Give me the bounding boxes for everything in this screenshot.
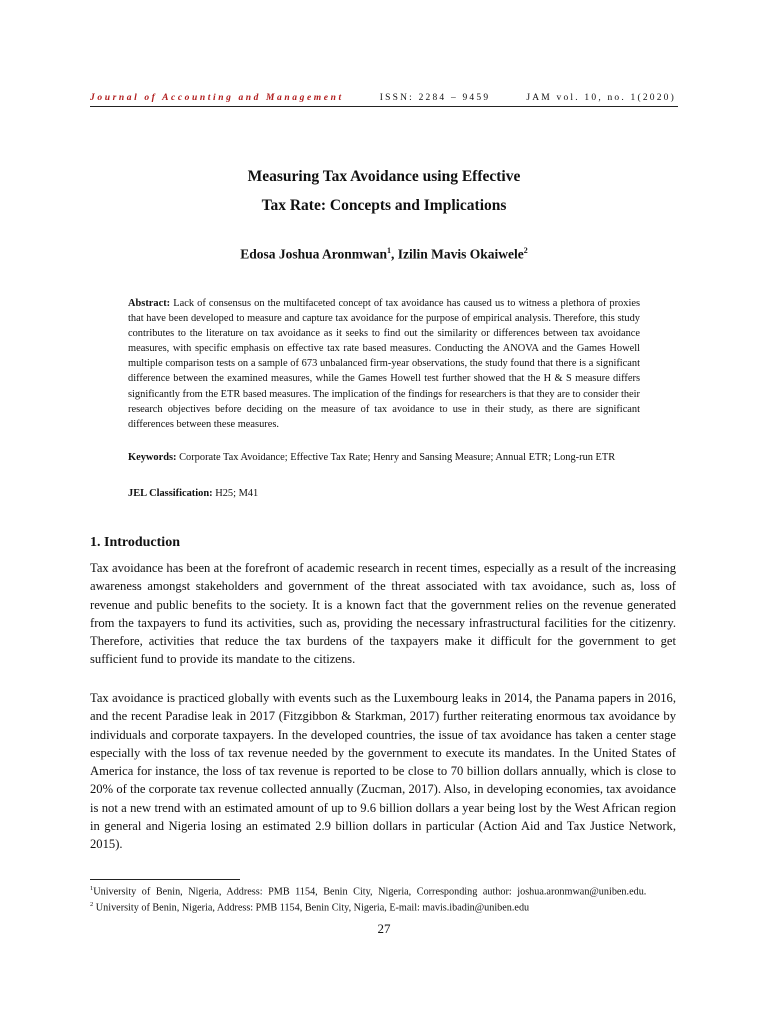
footnote-2-text: University of Benin, Nigeria, Address: PMB 1154, Benin City, Nigeria, E-mail: mavis.ibadin@uniben.edu (93, 902, 530, 914)
footnote-1 (90, 883, 676, 899)
author-1-footnote-mark: 1 (387, 246, 392, 255)
paper-title (90, 162, 678, 220)
footnote-2-mark: 2 (90, 901, 94, 909)
running-header (90, 93, 676, 103)
author-list (90, 246, 678, 263)
keywords (128, 450, 640, 465)
author-separator: , (391, 246, 398, 262)
jel-text: H25; M41 (215, 488, 259, 499)
author-1: Edosa Joshua Aronmwan (240, 246, 388, 262)
page-number: 27 (377, 921, 391, 936)
footnote-1-mark: 1 (90, 885, 94, 892)
footnote-1-text: University of Benin, Nigeria, Address: PMB 1154, Benin City, Nigeria, Corresponding author: joshua.aronmwan@uniben.edu. (93, 886, 647, 898)
header-rule (90, 106, 678, 107)
footnote-rule (90, 879, 240, 880)
footnotes (90, 883, 676, 915)
abstract-label: Abstract: (128, 298, 171, 309)
issn: ISSN: 2284 – 9459 (379, 93, 491, 103)
footnote-2 (90, 899, 676, 915)
abstract-text: Lack of consensus on the multifaceted concept of tax avoidance has caused us to witness a plethora of proxies that have been developed to measure and capture tax avoidance for the purpose of empirical analysis. Therefore, this study contributes to the literature on tax avoidance as it seeks to find out the similarity or differences between tax avoidance measures, with specific emphasis on effective tax rate based measures. Conducting the ANOVA and the Games Howell multiple comparison tests on a sample of 673 unbalanced firm-year observations, the study found that there is a significant difference between the examined measures, while the Games Howell test further showed that the H & S measure differs significantly from the ETR based measures. The implication of the findings for researchers is that they are to consider their research objectives before deciding on the measure of tax avoidance to use in their study, as there are significant differences between these measures. (128, 298, 640, 430)
intro-paragraph-1: Tax avoidance has been at the forefront of academic research in recent times, especially as a result of the increasing awareness amongst stakeholders and government of the threat associated with tax avoidance, such as, loss of revenue and public benefits to the society. It is a known fact that the government relies on the revenue generated from the taxpayers to fund its activities, such as, providing the necessary infrastructural facilities for the citizenry. Therefore, activities that reduce the tax burdens of the taxpayers make it difficult for the government to get sufficient fund to provide its mandate to the citizens. (90, 561, 676, 667)
abstract (128, 296, 640, 432)
title-line-2: Tax Rate: Concepts and Implications (261, 197, 507, 214)
author-2: Izilin Mavis Okaiwele (397, 246, 524, 262)
title-line-1: Measuring Tax Avoidance using Effective (247, 168, 521, 185)
section-heading: 1. Introduction (90, 535, 180, 550)
journal-name: Journal of Accounting and Management (90, 93, 344, 103)
volume-info: JAM vol. 10, no. 1(2020) (526, 93, 676, 103)
author-2-footnote-mark: 2 (523, 246, 528, 255)
intro-paragraph-2: Tax avoidance is practiced globally with events such as the Luxembourg leaks in 2014, the Panama papers in 2016, and the recent Paradise leak in 2017 (Fitzgibbon & Starkman, 2017) further reiterating enormous tax avoidance by individuals and corporate taxpayers. In the developed countries, the issue of tax avoidance has taken a center stage especially with the loss of tax revenue needed by the government to execute its mandates. In the United States of America for instance, the loss of tax revenue is reported to be close to 70 billion dollars annually, which is close to 20% of the corporate tax revenue collected annually (Zucman, 2017). Also, in developing economies, tax avoidance is not a new trend with an estimated amount of up to 9.6 billion dollars a year being lost by the West African region in general and Nigeria losing an estimated 2.9 billion dollars in particular (Action Aid and Tax Justice Network, 2015). (90, 691, 676, 852)
jel-classification (128, 486, 640, 501)
keywords-label: Keywords: (128, 452, 177, 463)
keywords-text: Corporate Tax Avoidance; Effective Tax Rate; Henry and Sansing Measure; Annual ETR; Long-run ETR (179, 452, 616, 463)
jel-label: JEL Classification: (128, 488, 213, 499)
